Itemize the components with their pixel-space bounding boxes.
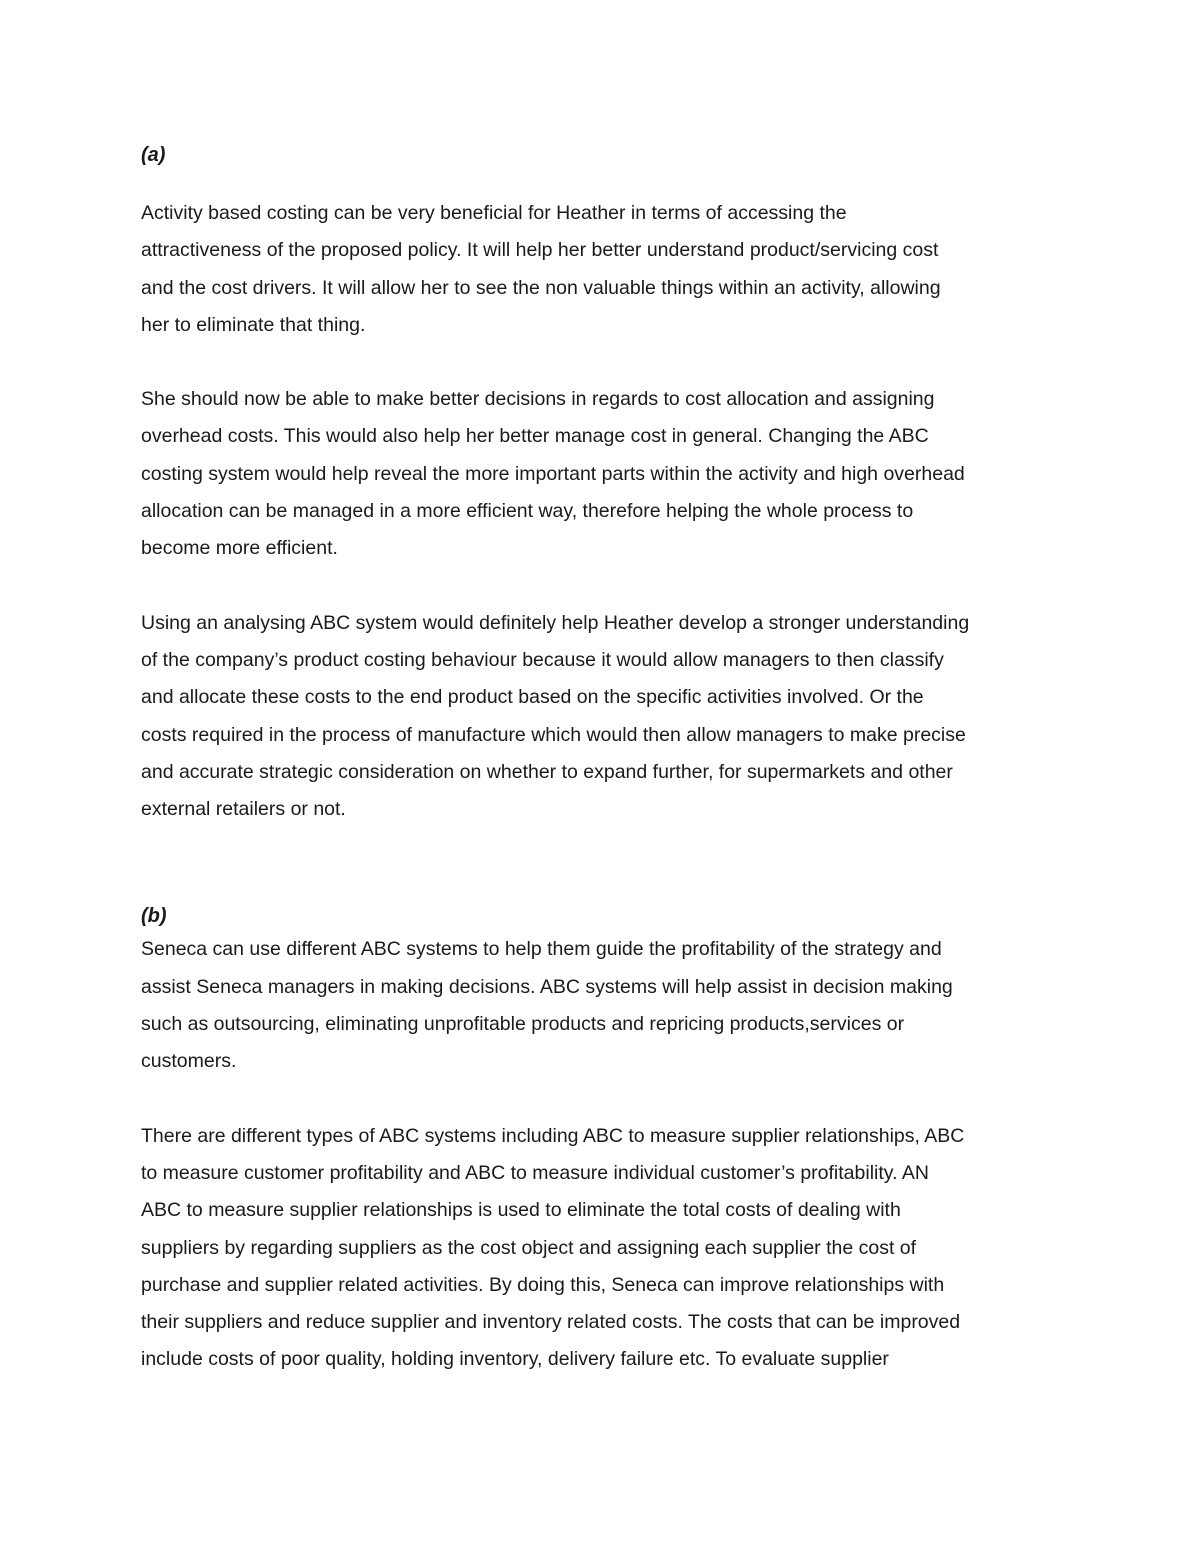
text-line: include costs of poor quality, holding inventory, delivery failure etc. To evaluate supplier	[141, 1348, 889, 1371]
section-a-paragraph-3	[141, 605, 1066, 829]
text-line: and the cost drivers. It will allow her to see the non valuable things within an activity, allowing	[141, 276, 941, 299]
section-a-paragraph-2	[141, 381, 1066, 567]
text-line: external retailers or not.	[141, 798, 346, 821]
text-line: such as outsourcing, eliminating unprofitable products and repricing products,services or	[141, 1013, 905, 1036]
section-a-label: (a)	[141, 144, 166, 166]
text-line: Using an analysing ABC system would definitely help Heather develop a stronger understanding	[141, 611, 970, 634]
section-b	[141, 901, 1066, 1378]
text-line: and accurate strategic consideration on whether to expand further, for supermarkets and other	[141, 760, 953, 783]
text-line: purchase and supplier related activities. By doing this, Seneca can improve relationships with	[141, 1273, 945, 1296]
text-line: costs required in the process of manufacture which would then allow managers to make precise	[141, 723, 966, 746]
section-b-label: (b)	[141, 905, 167, 928]
section-b-paragraph-2	[141, 1118, 1066, 1379]
text-line: ABC to measure supplier relationships is used to eliminate the total costs of dealing with	[141, 1199, 901, 1222]
text-line: of the company’s product costing behaviour because it would allow managers to then classify	[141, 648, 944, 671]
document-body	[141, 140, 1066, 1379]
text-line: and allocate these costs to the end product based on the specific activities involved. Or the	[141, 686, 924, 709]
section-a-paragraph-1	[141, 195, 1066, 344]
text-line: become more efficient.	[141, 537, 338, 560]
text-line: assist Seneca managers in making decisions. ABC systems will help assist in decision making	[141, 975, 953, 998]
text-line: suppliers by regarding suppliers as the cost object and assigning each supplier the cost of	[141, 1236, 917, 1259]
text-line: overhead costs. This would also help her better manage cost in general. Changing the ABC	[141, 425, 929, 448]
text-line: attractiveness of the proposed policy. It will help her better understand product/servicing cost	[141, 239, 939, 262]
text-line: costing system would help reveal the more important parts within the activity and high overhead	[141, 462, 965, 485]
text-line: allocation can be managed in a more efficient way, therefore helping the whole process to	[141, 500, 914, 523]
text-line: Activity based costing can be very beneficial for Heather in terms of accessing the	[141, 202, 847, 224]
text-line: There are different types of ABC systems including ABC to measure supplier relationships, ABC	[141, 1124, 965, 1147]
text-line: She should now be able to make better decisions in regards to cost allocation and assigning	[141, 388, 935, 411]
text-line: their suppliers and reduce supplier and inventory related costs. The costs that can be improved	[141, 1311, 961, 1334]
text-line: her to eliminate that thing.	[141, 313, 366, 336]
text-line: to measure customer profitability and ABC to measure individual customer’s profitability. AN	[141, 1161, 929, 1184]
section-b-paragraph-1	[141, 931, 1066, 1080]
section-a	[141, 140, 1066, 828]
text-line: Seneca can use different ABC systems to help them guide the profitability of the strategy and	[141, 938, 942, 961]
text-line: customers.	[141, 1050, 237, 1073]
